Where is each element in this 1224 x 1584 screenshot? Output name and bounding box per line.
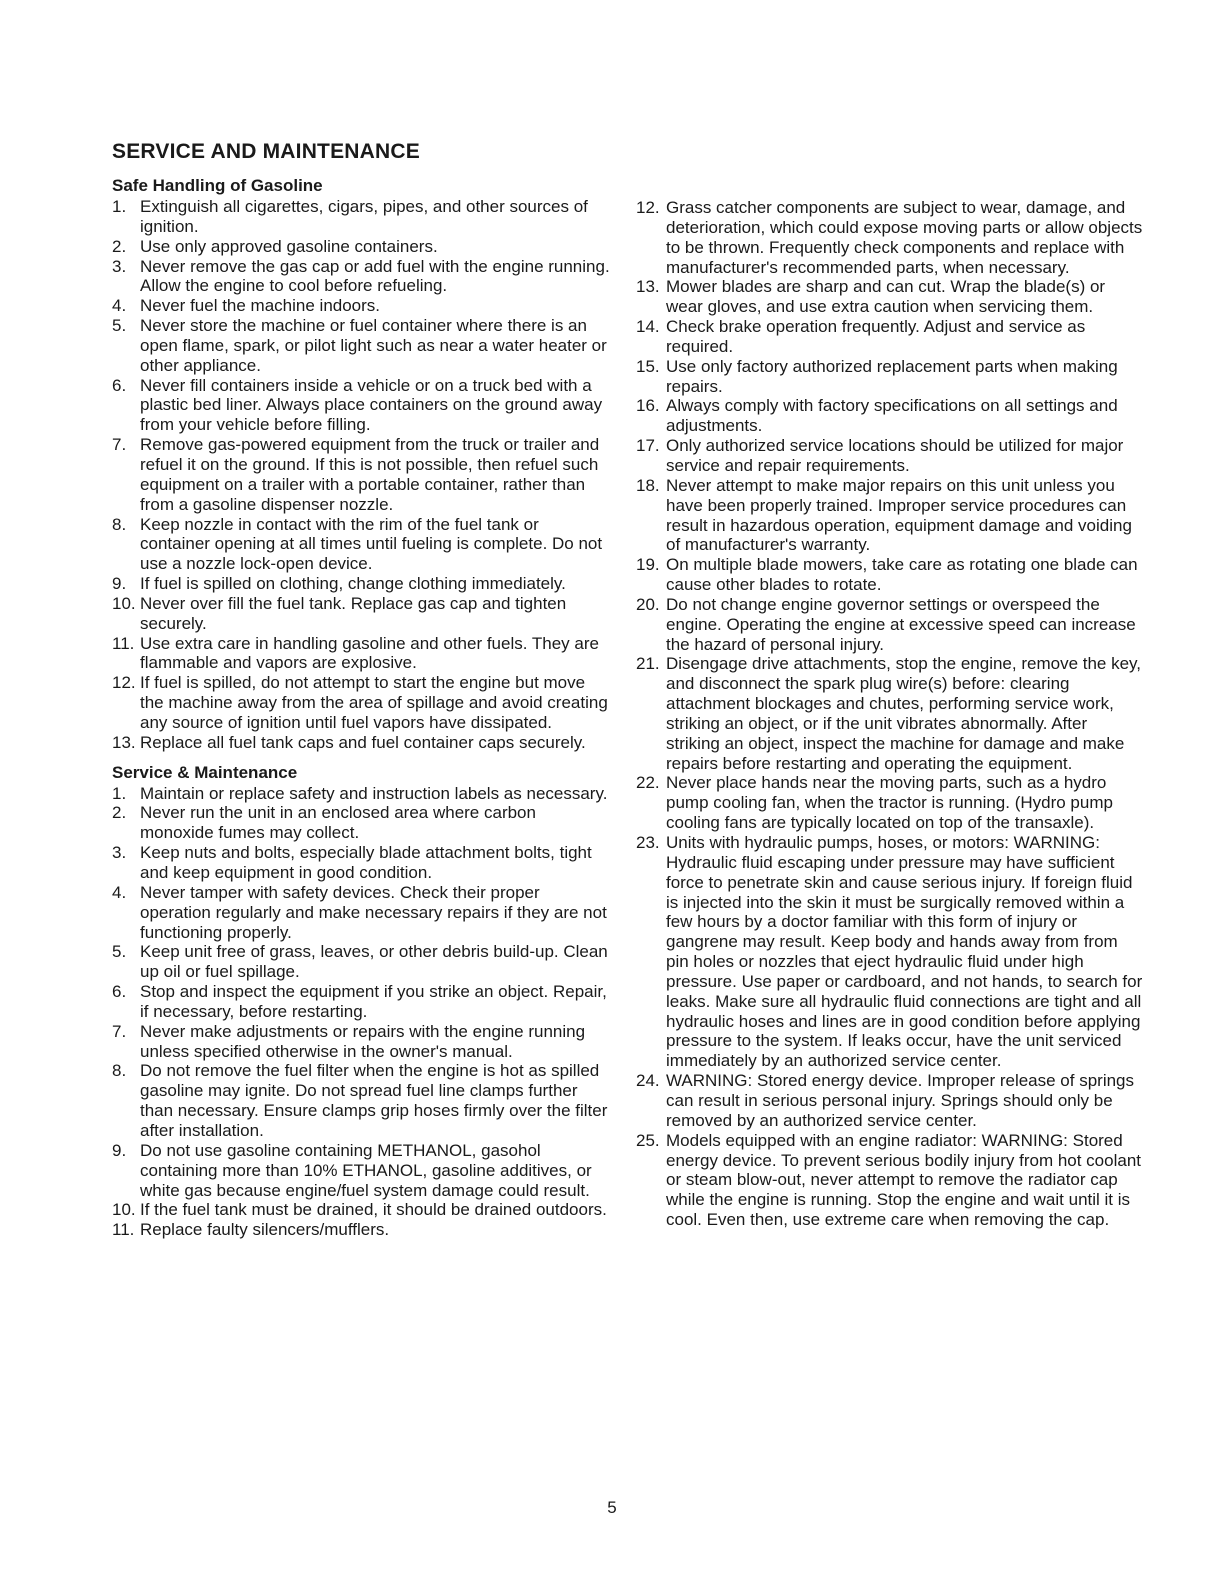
- item-text: If the fuel tank must be drained, it should be drained outdoors.: [140, 1200, 607, 1220]
- item-number: 23.: [636, 833, 660, 852]
- list-item: [112, 673, 612, 733]
- item-text: WARNING: Stored energy device. Improper release of springs can result in serious personal injury. Springs should only be removed by an authorized service center.: [666, 1071, 1135, 1130]
- item-text: If fuel is spilled, do not attempt to start the engine but move the machine away from the area of spillage and avoid creating any source of ignition until fuel vapors have dissipated.: [140, 673, 608, 732]
- item-number: 7.: [112, 1021, 127, 1041]
- item-number: 24.: [636, 1071, 660, 1091]
- item-text: Extinguish all cigarettes, cigars, pipes, and other sources of ignition.: [140, 197, 588, 236]
- item-number: 22.: [636, 773, 660, 793]
- list-item: [112, 376, 612, 436]
- list-item: [112, 197, 612, 237]
- item-text: Never place hands near the moving parts, such as a hydro pump cooling fan, when the tractor is running. (Hydro pump cooling fans are typically located on top of the transaxle).: [666, 773, 1113, 833]
- item-number: 21.: [636, 654, 660, 674]
- item-text: Use extra care in handling gasoline and other fuels. They are flammable and vapors are explosive.: [140, 633, 599, 673]
- page-title: SERVICE AND MAINTENANCE: [112, 140, 420, 163]
- list-item: [112, 1061, 612, 1140]
- item-number: 5.: [112, 942, 127, 962]
- item-text: Remove gas-powered equipment from the truck or trailer and refuel it on the ground. If this is not possible, then refuel such equipment on a trailer with a portable container, rather than from a gasoline dispenser nozzle.: [140, 435, 600, 514]
- list-item: [112, 883, 612, 943]
- item-number: 11.: [112, 633, 135, 653]
- item-text: Do not use gasoline containing METHANOL, gasohol containing more than 10% ETHANOL, gasoline additives, or white gas because engine/fuel system damage could result.: [140, 1140, 592, 1200]
- item-text: Models equipped with an engine radiator: WARNING: Stored energy device. To prevent serious bodily injury from hot coolant or steam blow-out, never attempt to remove the radiator cap while the engine is running. Stop the engine and wait until it is cool. Even then, use extreme care when removing the cap.: [666, 1130, 1141, 1230]
- service-list-left: [112, 784, 612, 1240]
- item-text: Never run the unit in an enclosed area where carbon monoxide fumes may collect.: [140, 803, 536, 843]
- item-text: Do not change engine governor settings or overspeed the engine. Operating the engine at excessive speed can increase the hazard of personal injury.: [666, 594, 1136, 654]
- item-number: 2.: [112, 236, 127, 256]
- list-item: [636, 654, 1144, 773]
- page-number: 5: [607, 1498, 617, 1517]
- list-item: [112, 1200, 612, 1220]
- list-item: [636, 436, 1144, 476]
- item-number: 17.: [636, 436, 660, 456]
- item-text: Mower blades are sharp and can cut. Wrap the blade(s) or wear gloves, and use extra caution when servicing them.: [666, 277, 1106, 317]
- item-number: 11.: [112, 1220, 135, 1240]
- item-number: 8.: [112, 514, 127, 534]
- item-text: Maintain or replace safety and instruction labels as necessary.: [140, 783, 608, 803]
- item-text: Never fill containers inside a vehicle or on a truck bed with a plastic bed liner. Always place containers on the ground away from your vehicle before filling.: [140, 375, 603, 435]
- item-number: 18.: [636, 475, 660, 495]
- list-item: [112, 1141, 612, 1201]
- item-number: 6.: [112, 982, 127, 1002]
- item-number: 9.: [112, 1140, 127, 1160]
- list-item: [112, 594, 612, 634]
- item-number: 9.: [112, 574, 127, 594]
- service-list-right: [636, 198, 1144, 1230]
- list-item: [112, 296, 612, 316]
- item-number: 10.: [112, 1200, 136, 1220]
- item-text: Never store the machine or fuel container where there is an open flame, spark, or pilot light such as near a water heater or other appliance.: [140, 316, 607, 375]
- item-number: 10.: [112, 593, 136, 613]
- list-item: [112, 942, 612, 982]
- item-text: Units with hydraulic pumps, hoses, or motors: WARNING: Hydraulic fluid escaping under pressure may have sufficient force to penetrate skin and cause serious injury. If foreign fluid is injected into the skin it must be surgically removed within a few hours by a doctor familiar with this form of injury or gangrene may result. Keep body and hands away from from pin holes or nozzles that eject hydraulic fluid under high pressure. Use paper or cardboard, and not hands, to search for leaks. Make sure all hydraulic fluid connections are tight and all hydraulic hoses and lines are in good condition before applying pressure to the system. If leaks occur, have the unit serviced immediately by an authorized service center.: [666, 833, 1143, 1071]
- item-text: Replace all fuel tank caps and fuel container caps securely.: [140, 732, 586, 752]
- item-number: 4.: [112, 296, 127, 316]
- list-item: [112, 257, 612, 297]
- list-item: [112, 1220, 612, 1240]
- list-item: [636, 396, 1144, 436]
- list-item: [112, 435, 612, 514]
- list-item: [112, 574, 612, 594]
- item-number: 25.: [636, 1130, 660, 1150]
- list-item: [112, 784, 612, 804]
- item-number: 14.: [636, 317, 660, 337]
- item-text: Keep nozzle in contact with the rim of the fuel tank or container opening at all times until fueling is complete. Do not use a nozzle lock-open device.: [140, 514, 603, 574]
- gasoline-section-heading: Safe Handling of Gasoline: [112, 176, 323, 195]
- item-text: Never tamper with safety devices. Check their proper operation regularly and make necessary repairs if they are not functioning properly.: [140, 882, 607, 942]
- item-text: Use only approved gasoline containers.: [140, 236, 438, 256]
- item-text: Never remove the gas cap or add fuel with the engine running. Allow the engine to cool before refueling.: [140, 256, 610, 296]
- item-text: Never fuel the machine indoors.: [140, 296, 381, 316]
- item-number: 6.: [112, 375, 127, 395]
- item-number: 13.: [636, 277, 660, 297]
- list-item: [636, 198, 1144, 277]
- right-column: [636, 198, 1144, 1230]
- gasoline-list: [112, 197, 612, 753]
- item-text: Replace faulty silencers/mufflers.: [140, 1220, 390, 1240]
- item-number: 15.: [636, 356, 660, 376]
- item-text: Never over fill the fuel tank. Replace gas cap and tighten securely.: [140, 593, 567, 633]
- list-item: [636, 833, 1144, 1071]
- item-number: 2.: [112, 803, 127, 823]
- list-item: [112, 634, 612, 674]
- list-item: [112, 982, 612, 1022]
- item-number: 1.: [112, 783, 127, 803]
- list-item: [636, 555, 1144, 595]
- service-section-heading: Service & Maintenance: [112, 762, 298, 782]
- list-item: [112, 733, 612, 753]
- list-item: [112, 843, 612, 883]
- item-text: Always comply with factory specifications on all settings and adjustments.: [666, 396, 1118, 436]
- item-text: On multiple blade mowers, take care as rotating one blade can cause other blades to rotate.: [666, 555, 1138, 595]
- item-text: Never attempt to make major repairs on this unit unless you have been properly trained. Improper service procedures can result in hazardous operation, equipment damage and voiding of manufacturer's warranty.: [666, 475, 1132, 555]
- item-number: 8.: [112, 1061, 127, 1081]
- item-number: 3.: [112, 843, 127, 863]
- item-text: Check brake operation frequently. Adjust and service as required.: [666, 317, 1086, 356]
- list-item: [636, 357, 1144, 397]
- list-item: [636, 1131, 1144, 1230]
- item-number: 3.: [112, 256, 127, 276]
- item-text: Use only factory authorized replacement parts when making repairs.: [666, 356, 1118, 396]
- list-item: [112, 237, 612, 257]
- left-column: [112, 176, 612, 1240]
- list-item: [636, 1071, 1144, 1131]
- item-text: If fuel is spilled on clothing, change clothing immediately.: [140, 574, 566, 594]
- item-text: Disengage drive attachments, stop the engine, remove the key, and disconnect the spark plug wire(s) before: clearing attachment blockages and chutes, performing service work, striking an object, or if the unit vibrates abnormally. After striking an object, inspect the machine for damage and make repairs before restarting and operating the equipment.: [666, 654, 1142, 773]
- list-item: [636, 277, 1144, 317]
- item-number: 5.: [112, 316, 127, 336]
- item-text: Grass catcher components are subject to wear, damage, and deterioration, which could expose moving parts or allow objects to be thrown. Frequently check components and replace with manufacturer's recommended parts, when necessary.: [666, 198, 1143, 277]
- list-item: [636, 595, 1144, 655]
- list-item: [112, 1022, 612, 1062]
- list-item: [636, 773, 1144, 833]
- item-text: Never make adjustments or repairs with the engine running unless specified otherwise in the owner's manual.: [140, 1021, 586, 1061]
- item-number: 20.: [636, 594, 660, 614]
- item-number: 16.: [636, 396, 660, 416]
- item-text: Only authorized service locations should be utilized for major service and repair requirements.: [666, 436, 1124, 475]
- item-text: Stop and inspect the equipment if you strike an object. Repair, if necessary, before restarting.: [140, 982, 607, 1021]
- list-item: [112, 316, 612, 376]
- item-number: 1.: [112, 197, 127, 216]
- item-text: Keep unit free of grass, leaves, or other debris build-up. Clean up oil or fuel spillage.: [140, 942, 608, 982]
- list-item: [112, 803, 612, 843]
- item-number: 7.: [112, 435, 127, 455]
- item-text: Do not remove the fuel filter when the engine is hot as spilled gasoline may ignite. Do not spread fuel line clamps further than necessary. Ensure clamps grip hoses firmly over the filter after installation.: [140, 1061, 608, 1140]
- item-text: Keep nuts and bolts, especially blade attachment bolts, tight and keep equipment in good condition.: [140, 843, 592, 882]
- list-item: [636, 317, 1144, 357]
- item-number: 13.: [112, 732, 136, 752]
- item-number: 19.: [636, 555, 660, 575]
- list-item: [112, 515, 612, 575]
- item-number: 12.: [636, 198, 660, 217]
- list-item: [636, 476, 1144, 555]
- item-number: 4.: [112, 882, 127, 902]
- item-number: 12.: [112, 673, 136, 693]
